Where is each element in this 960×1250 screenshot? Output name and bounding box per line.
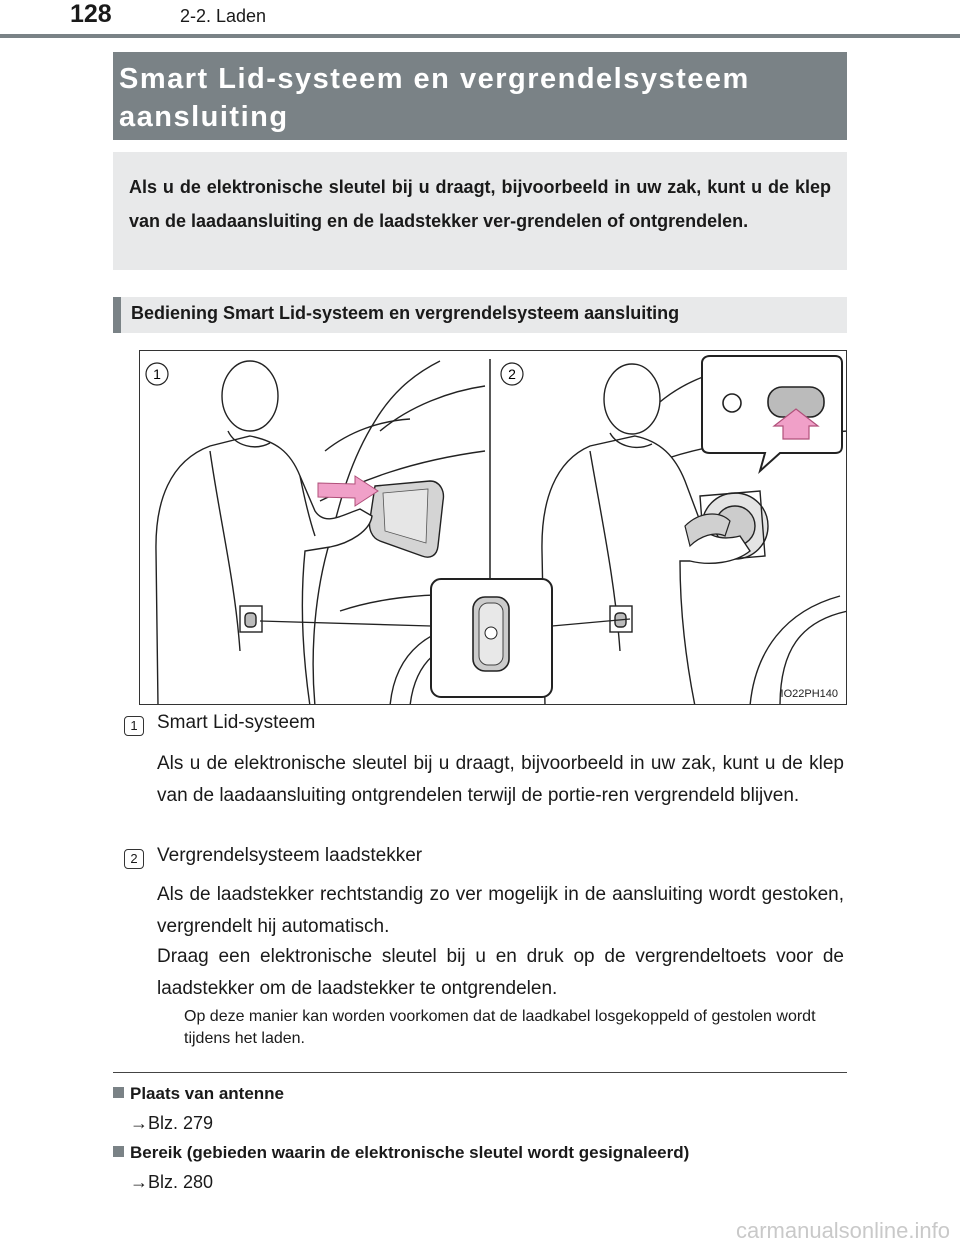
item-2-note: Op deze manier kan worden voorkomen dat de laadkabel losgekoppeld of gestolen wordt tijdens het laden.	[184, 1008, 816, 1047]
item-2-body-2: Draag een elektronische sleutel bij u en druk op de vergrendeltoets voor de laadstekker om de laadstekker te ontgrendelen.	[157, 946, 844, 999]
title-band	[113, 52, 847, 140]
ref-heading-range	[113, 1143, 689, 1163]
callout-1-label: 1	[153, 366, 161, 382]
callout-1	[146, 363, 168, 385]
intro-box	[113, 152, 847, 270]
header-rule	[0, 34, 960, 38]
section-label: 2-2. Laden	[180, 6, 267, 26]
watermark: carmanualsonline.info	[735, 1218, 950, 1243]
person-left	[156, 361, 372, 705]
item-2-title: Vergrendelsysteem laadstekker	[157, 845, 423, 866]
list-number-2: 2	[124, 849, 144, 869]
push-arrow-left	[318, 476, 378, 506]
callout-2	[501, 363, 523, 385]
illustration	[139, 350, 847, 705]
square-bullet-icon	[113, 1146, 124, 1157]
page-number: 128	[70, 0, 112, 28]
item-1-title: Smart Lid-systeem	[157, 712, 316, 733]
item-1-body: Als u de elektronische sleutel bij u draagt, bijvoorbeeld in uw zak, kunt u de klep van de laadaansluiting ontgrendelen terwijl de portie-ren vergrendeld blijven.	[157, 753, 844, 806]
sub-heading-text: Bediening Smart Lid-systeem en vergrendelsysteem aansluiting	[131, 303, 680, 323]
inset-lock-button	[702, 356, 842, 471]
list-number-1: 1	[124, 716, 144, 736]
page-title	[119, 60, 841, 136]
ref-link-antenna[interactable]: →Blz. 279	[130, 1113, 214, 1133]
callout-2-label: 2	[508, 366, 516, 382]
figure-code: IO22PH140	[780, 688, 838, 700]
item-2-body-1: Als de laadstekker rechtstandig zo ver mogelijk in de aansluiting wordt gestoken, vergrendelt hij automatisch.	[157, 884, 844, 937]
section-rule	[113, 1072, 847, 1073]
ref-link-range[interactable]: →Blz. 280	[130, 1172, 214, 1192]
ref-label-antenna: Plaats van antenne	[130, 1084, 285, 1103]
sub-heading	[113, 297, 847, 333]
page-title-line1: Smart Lid-systeem en vergrendelsysteem	[119, 63, 750, 95]
ref-label-range: Bereik (gebieden waarin de elektronische sleutel wordt gesignaleerd)	[130, 1143, 690, 1162]
charge-lid-left	[369, 481, 443, 557]
page-title-line2: aansluiting	[119, 101, 289, 133]
square-bullet-icon	[113, 1087, 124, 1098]
ref-heading-antenna	[113, 1084, 284, 1104]
illustration-svg	[140, 351, 847, 705]
intro-text: Als u de elektronische sleutel bij u draagt, bijvoorbeeld in uw zak, kunt u de klep van de laadaansluiting en de laadstekker ver-grendelen of ontgrendelen.	[129, 177, 831, 231]
